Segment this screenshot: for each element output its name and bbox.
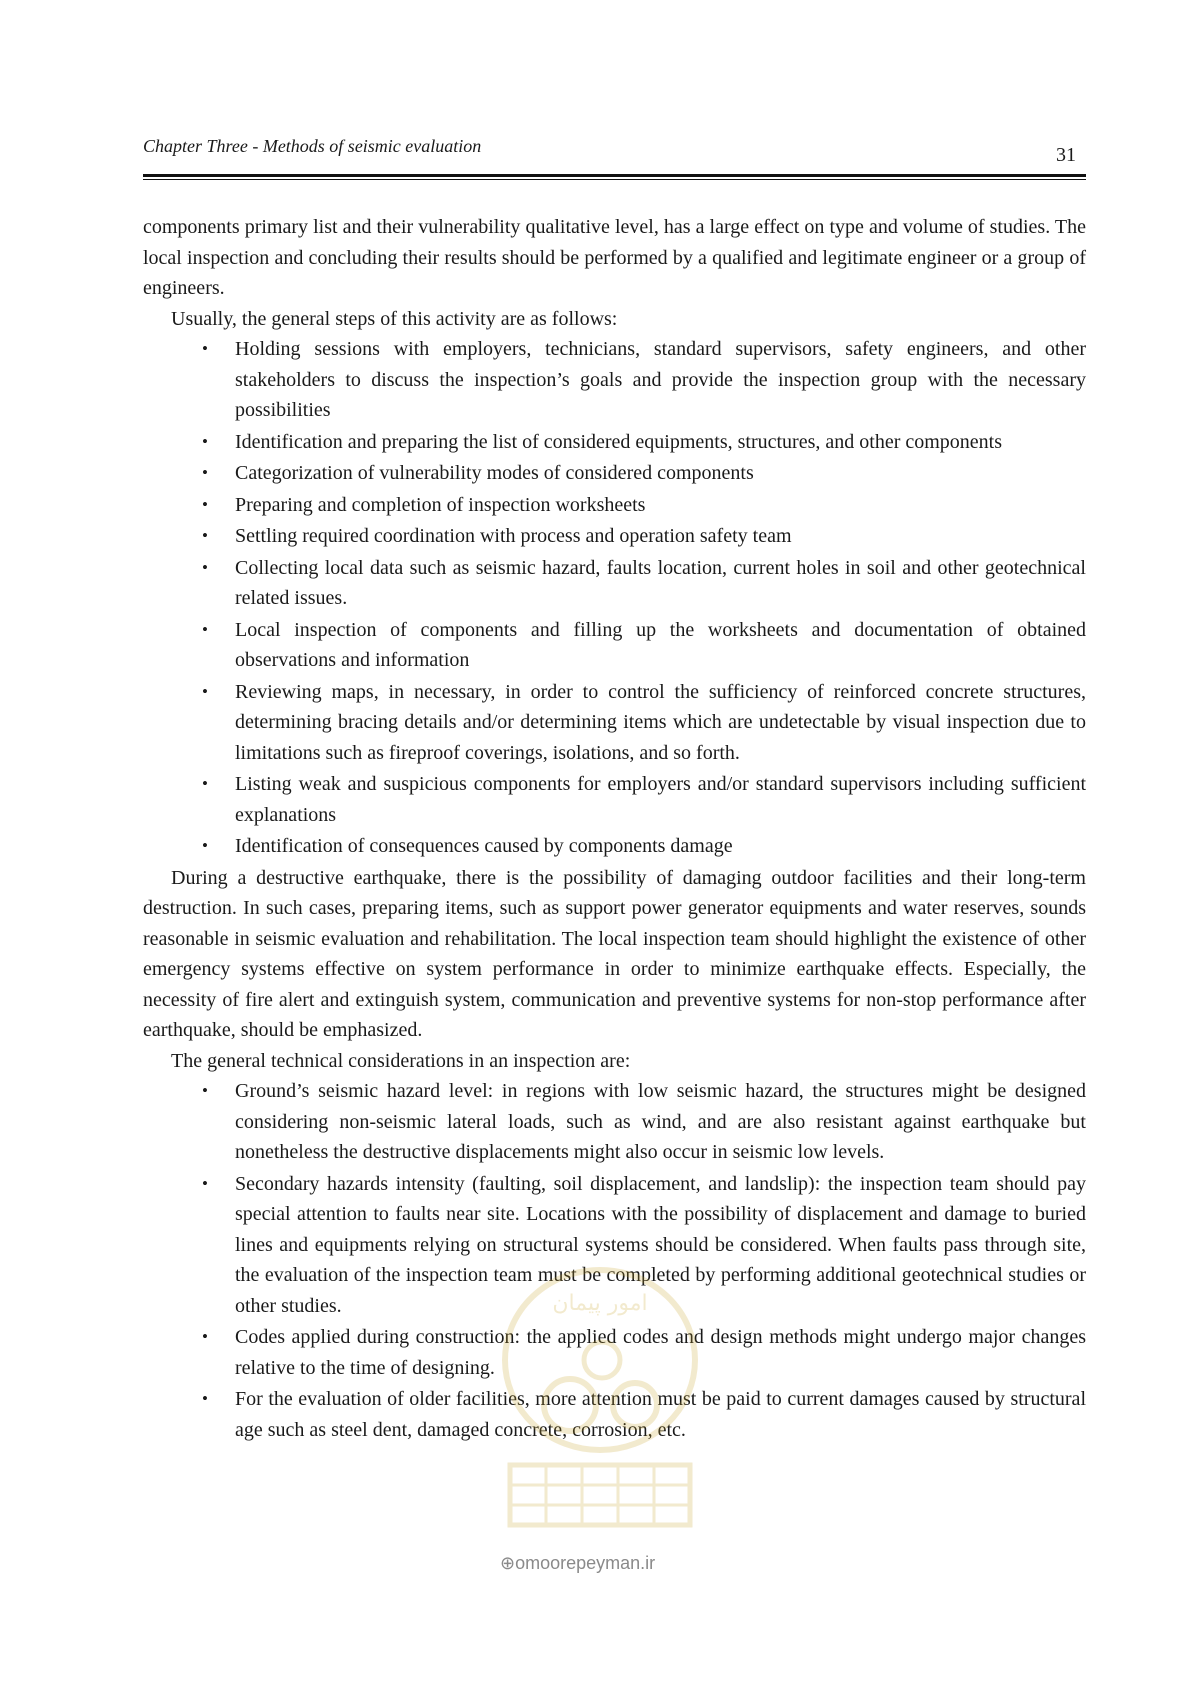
bullet-icon: •	[202, 1173, 208, 1193]
paragraph-steps-lead: Usually, the general steps of this activity are as follows:	[171, 307, 618, 330]
bullet-icon: •	[202, 494, 208, 514]
list-item: • Preparing and completion of inspection worksheets	[143, 490, 1086, 521]
list-item: • Identification of consequences caused by components damage	[143, 831, 1086, 862]
paragraph-earthquake: During a destructive earthquake, there is the possibility of damaging outdoor facilities and their long-term destruction. In such cases, preparing items, such as support power generator equipments and water reserves, sounds reasonable in seismic evaluation and rehabilitation. The local inspection team should highlight the existence of other emergency systems effective on system performance in order to minimize earthquake effects. Especially, the necessity of fire alert and extinguish system, communication and preventive systems for non-stop performance after earthquake, should be emphasized.	[143, 866, 1086, 1041]
bullet-icon: •	[202, 681, 208, 701]
bullet-icon: •	[202, 1389, 208, 1408]
page-number: 31	[1056, 144, 1076, 166]
chapter-title: Chapter Three - Methods of seismic evaluation	[143, 136, 482, 156]
header-rule-thin	[143, 179, 1086, 180]
steps-list	[143, 334, 1086, 862]
paragraph-intro: components primary list and their vulnerability qualitative level, has a large effect on type and volume of studies. The local inspection and concluding their results should be performed by a qualified and legitimate engineer or a group of engineers.	[143, 216, 1086, 299]
list-item: • Secondary hazards intensity (faulting, soil displacement, and landslip): the inspection team should pay special attention to faults near site. Locations with the possibility of displacement and damage to buried lines and equipments relying on structural systems should be considered. When faults pass through site, the evaluation of the inspection team must be completed by performing additional geotechnical studies or other studies.	[143, 1169, 1086, 1322]
list-item: • Categorization of vulnerability modes of considered components	[143, 458, 1086, 489]
list-item: • Holding sessions with employers, technicians, standard supervisors, safety engineers, and other stakeholders to discuss the inspection’s goals and provide the inspection group with the necessary possibilities	[143, 334, 1086, 426]
header-rule-thick	[143, 174, 1086, 177]
list-item: • Reviewing maps, in necessary, in order to control the sufficiency of reinforced concrete structures, determining bracing details and/or determining items which are undetectable by visual inspection due to limitations such as fireproof coverings, isolations, and so forth.	[143, 677, 1086, 769]
bullet-icon: •	[202, 836, 208, 855]
bullet-icon: •	[202, 1081, 208, 1100]
list-item: • Settling required coordination with process and operation safety team	[143, 521, 1086, 552]
list-item: • For the evaluation of older facilities, more attention must be paid to current damages caused by structural age such as steel dent, damaged concrete, corrosion, etc.	[143, 1384, 1086, 1445]
page-header	[143, 136, 1086, 182]
considerations-list	[143, 1076, 1086, 1445]
paragraph-considerations-lead: The general technical considerations in an inspection are:	[171, 1049, 631, 1072]
bullet-icon: •	[202, 463, 208, 482]
list-item: • Codes applied during construction: the applied codes and design methods might undergo major changes relative to the time of designing.	[143, 1322, 1086, 1383]
bullet-icon: •	[202, 1327, 208, 1346]
list-item: • Collecting local data such as seismic hazard, faults location, current holes in soil and other geotechnical related issues.	[143, 553, 1086, 614]
watermark-site-text: ⊕omoorepeyman.ir	[500, 1553, 656, 1573]
bullet-icon: •	[202, 557, 208, 577]
bullet-icon: •	[202, 619, 208, 639]
bullet-icon: •	[202, 526, 208, 545]
bullet-icon: •	[202, 431, 208, 451]
bullet-icon: •	[202, 774, 208, 793]
list-item: • Identification and preparing the list of considered equipments, structures, and other components	[143, 427, 1086, 458]
bullet-icon: •	[202, 339, 208, 358]
svg-text:امور پیمان: امور پیمان	[552, 1291, 648, 1316]
list-item: • Ground’s seismic hazard level: in regions with low seismic hazard, the structures might be designed considering non-seismic lateral loads, such as wind, and are also resistant against earthquake but nonetheless the destructive displacements might also occur in seismic low levels.	[143, 1076, 1086, 1168]
list-item: • Listing weak and suspicious components for employers and/or standard supervisors including sufficient explanations	[143, 769, 1086, 830]
globe-icon: ⊕	[500, 1553, 516, 1573]
list-item: • Local inspection of components and filling up the worksheets and documentation of obtained observations and information	[143, 615, 1086, 676]
page-body	[143, 212, 1086, 1446]
